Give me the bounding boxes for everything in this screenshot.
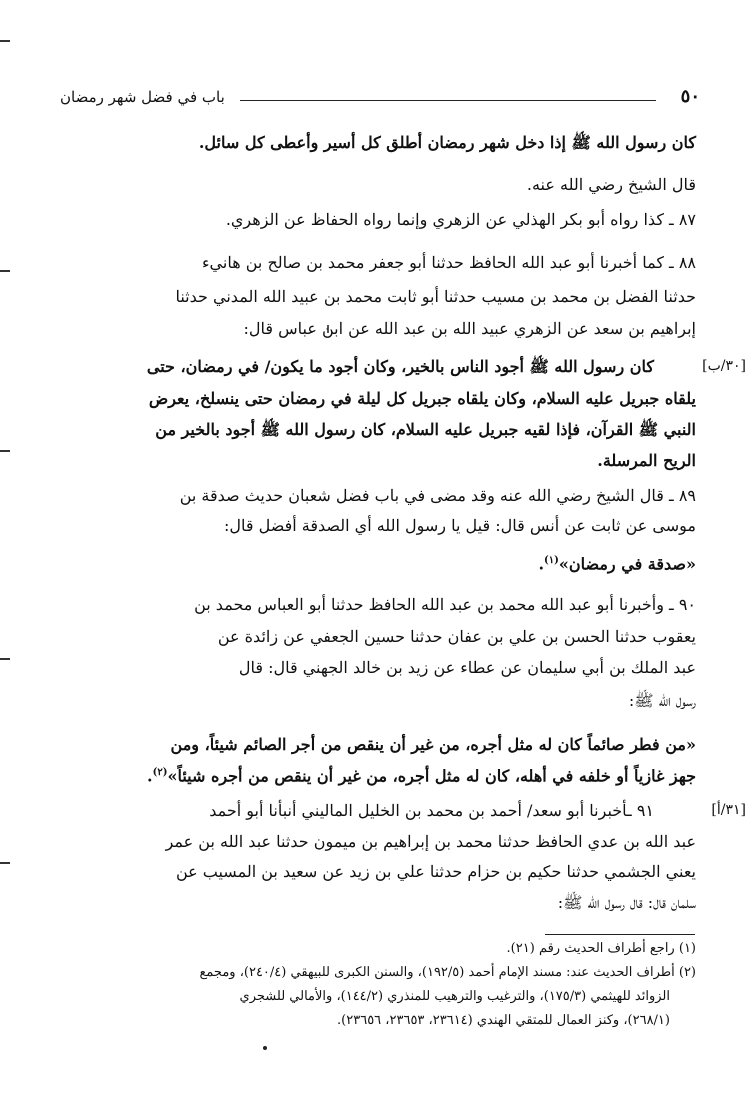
page-header [60, 88, 700, 112]
footnote-ref: (١) [544, 555, 559, 566]
header-rule [240, 100, 656, 101]
text-line: ٨٩ ـ قال الشيخ رضي الله عنه وقد مضى في باب فضل شعبان حديث صدقة بن [179, 486, 696, 505]
text-line: ٨٨ ـ كما أخبرنا أبو عبد الله الحافظ حدثنا أبو جعفر محمد بن صالح بن هانيء [202, 253, 696, 272]
footnote [200, 962, 697, 984]
text-line: الريح المرسلة. [597, 451, 696, 470]
text-line: حدثنا الفضل بن محمد بن مسيب حدثنا أبو ثابت محمد بن عبيد الله المدني حدثنا [175, 287, 696, 306]
text-line: ٩١ ـأخبرنا أبو سعد/ أحمد بن محمد بن الخليل الماليني أنبأنا أبو أحمد [209, 801, 654, 820]
quote-line [538, 549, 696, 576]
footnote [507, 938, 696, 960]
text-line: كان رسول الله ﷺ أجود الناس بالخير، وكان أجود ما يكون/ في رمضان، حتى [146, 357, 654, 376]
footnote-ref: (٢) [152, 767, 168, 778]
text-line: إبراهيم بن سعد عن الزهري عبيد الله بن عبد الله عن ابن عباس قال: [243, 319, 696, 338]
text-line: يعني الجشمي حدثنا حكيم بن حزام حدثنا علي بن زيد عن سعيد بن المسيب عن [175, 862, 696, 881]
text-line: ٩٠ ـ وأخبرنا أبو عبد الله محمد بن عبد الله الحافظ حدثنا أبو العباس محمد بن [194, 595, 696, 614]
quote-text: جهز غازياً أو خلفه في أهله، كان له مثل أجره، من غير أن ينقص من أجره شيئاً» [167, 766, 696, 786]
text-line: قال الشيخ رضي الله عنه. [526, 175, 696, 194]
text-line: سلمان قال: قال رسول الله ﷺ: [557, 893, 696, 912]
text-line: موسى عن ثابت عن أنس قال: قيل يا رسول الله أي الصدقة أفضل قال: [223, 516, 696, 535]
text-line: يعقوب حدثنا الحسن بن علي بن عفان حدثنا حسين الجعفي عن زائدة عن [217, 627, 696, 646]
text-line: «من فطر صائماً كان له مثل أجره، من غير أن ينقص من أجر الصائم شيئاً، ومن [170, 735, 696, 754]
footnote-text: راجع أطراف الحديث رقم (٢١). [506, 941, 675, 956]
scan-edge-mark [0, 270, 10, 272]
footnote-separator [545, 934, 695, 935]
text-line: كان رسول الله ﷺ إذا دخل شهر رمضان أطلق كل أسير وأعطى كل سائل. [198, 133, 696, 152]
text-line: ٨٧ ـ كذا رواه أبو بكر الهذلي عن الزهري وإنما رواه الحفاظ عن الزهري. [225, 210, 696, 229]
footnote-number: (٢) [678, 965, 696, 980]
footnote-number: (١) [678, 941, 696, 956]
running-title: باب في فضل شهر رمضان [60, 88, 225, 106]
scan-edge-mark [0, 40, 10, 42]
footnote-continuation: الزوائد للهيثمي (١٧٥/٣)، والترغيب والترهيب للمنذري (١٤٤/٢)، والأمالي للشجري [239, 989, 670, 1004]
scan-edge-mark [0, 450, 10, 452]
folio-marker: [٣٠/ب] [702, 358, 746, 374]
folio-marker: [٣١/أ] [711, 802, 746, 818]
quote-line [147, 761, 696, 788]
footnote-continuation: (٢٦٨/١)، وكنز العمال للمتقي الهندي (٢٣٦١٤، ٢٣٦٥٣، ٢٣٦٥٦). [337, 1013, 670, 1028]
text-line: عبد الله بن عدي الحافظ حدثنا محمد بن إبراهيم بن ميمون حدثنا عبد الله بن عمر [165, 832, 696, 851]
scan-edge-mark [0, 862, 10, 864]
text-line: يلقاه جبريل عليه السلام، وكان يلقاه جبريل كل ليلة في رمضان حتى ينسلخ، يعرض [148, 389, 696, 408]
text-line: عبد الملك بن أبي سليمان عن عطاء عن زيد بن خالد الجهني قال: قال [238, 658, 696, 677]
text-line: رسول الله ﷺ: [628, 691, 696, 710]
footnote-text: أطراف الحديث عند: مسند الإمام أحمد (١٩٢/٥)، والسنن الكبرى للبيهقي (٢٤٠/٤)، ومجمع [199, 965, 675, 980]
period: . [538, 554, 545, 574]
scan-speck [263, 1046, 267, 1050]
scan-edge-mark [0, 658, 10, 660]
page-number: ٥٠ [680, 86, 700, 107]
quote-text: «صدقة في رمضان» [558, 554, 696, 574]
period: . [147, 766, 153, 786]
text-line: النبي ﷺ القرآن، فإذا لقيه جبريل عليه السلام، كان رسول الله ﷺ أجود بالخير من [155, 420, 696, 439]
